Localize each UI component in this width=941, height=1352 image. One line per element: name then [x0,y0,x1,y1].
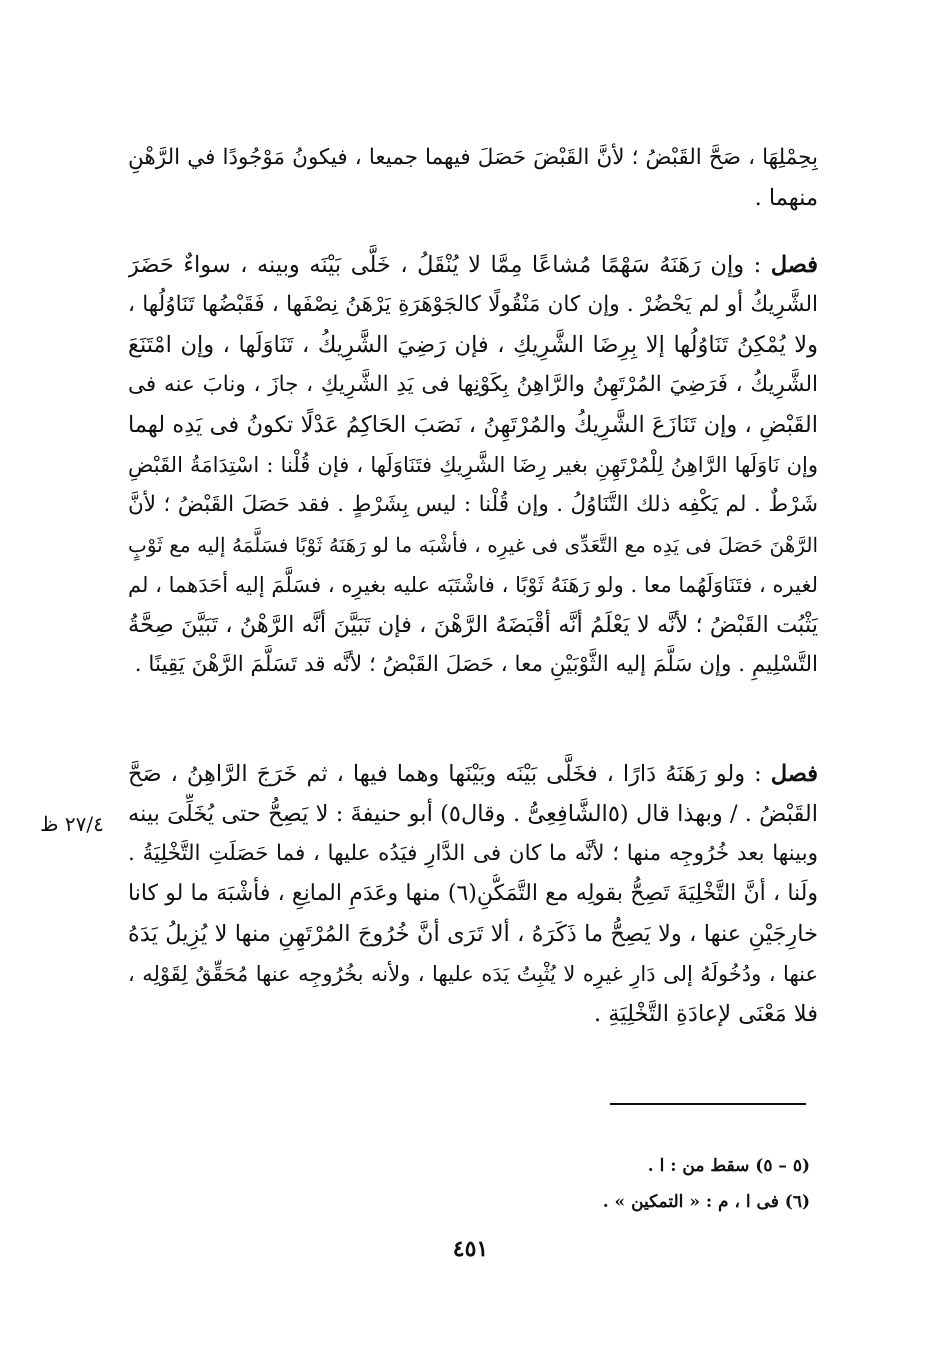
section-1-paragraph [128,245,818,685]
text-line: شَرْطٌ . لم يَكْفِه ذلك التَّنَاوُلُ . وإن قُلْنا : ليس بِشَرْطٍ . فقد حَصَلَ القَبْضُ ؛ لأنَّ [128,492,818,517]
text-line: بِحِمْلِهَا ، صَحَّ القَبْضُ ؛ لأنَّ القَبْضَ حَصَلَ فيهما جميعا ، فيكونُ مَوْجُودًا في الرَّهْنِ [128,145,818,170]
text-line: فلا مَعْنَى لإعادَةِ التَّخْلِيَةِ . [593,1001,818,1027]
text-line: لغيره ، فتَنَاوَلَهُما معا . ولو رَهَنَهُ ثَوْبًا ، فاشْتَبَه عليه بغيرِه ، فسَلَّمَ إليه أحَدَهما ، لم [128,573,818,597]
text-line: الشَّرِيكُ أو لم يَحْضُرْ . وإن كان مَنْقُولًا كالجَوْهَرَةِ يَرْهَنُ نِصْفَها ، فَقَبْضُها تَنَاوُلُها ، [128,292,818,317]
section-first-line: : ولو رَهَنَهُ دَارًا ، فخَلَّى بَيْنَه وبَيْنَها وهما فيها ، ثم خَرَجَ الرَّاهِنُ ، صَحَّ [128,761,762,787]
section-2-paragraph [128,754,818,1034]
page-number: ٤٥١ [452,1236,489,1262]
text-line: يَثْبُت القَبْضُ ؛ لأنَّه لا يَعْلَمُ أنَّه أقْبَضَهُ الرَّهْنَ ، فإن تَبَيَّنَ أنَّه الرَّهْنُ ، تَبَيَّنَ صِحَّةُ [128,612,818,638]
text-line [128,754,818,794]
text-line: وبينها بعد خُرُوجِه منها ؛ لأنَّه ما كان فى الدَّارِ فيَدُه عليها ، فما حَصَلَتِ التَّخْلِيَةُ . [128,841,818,866]
text-line: الشَّرِيكُ ، فَرَضِيَ المُرْتَهِنُ والرَّاهِنُ بِكَوْنِها فى يَدِ الشَّرِيكِ ، جازَ ، ونابَ عنه فى [128,372,818,397]
text-line: عنها ، ودُخُولَهُ إلى دَارِ غيرِه لا يُثْبِتُ يَدَه عليها ، ولأنه بخُرُوجِه عنها مُحَقِّقٌ لِقَوْلِه ، [128,962,818,986]
footnote: (٦) فى ا ، م : « التمكين » . [602,1192,810,1212]
section-first-line: : وإن رَهَنَهُ سَهْمًا مُشاعًا مِمَّا لا يُنْقَلُ ، خَلَّى بَيْنَه وبينه ، سواءٌ حَضَرَ [128,252,762,278]
text-line: القَبْضُ . / وبهذا قال (٥الشَّافِعِىُّ . وقال٥) أبو حنيفةَ : لا يَصِحُّ حتى يُخَلِّىَ بينه [128,801,818,827]
section-heading: فصل [770,761,818,787]
footnote: (٥ – ٥) سقط من : ا . [647,1156,810,1176]
text-line: الرَّهْنَ حَصَلَ فى يَدِه مع التَّعَدِّى فى غيرِه ، فأشْبَه ما لو رَهَنَهُ ثَوْبًا فسَلَّمَهُ إليه مع ثَوْبٍ [128,533,818,557]
section-heading: فصل [770,252,818,278]
margin-note: ٢٧/٤ ظ [40,812,104,836]
text-line [128,245,818,285]
text-line: منهما . [754,185,818,211]
text-line: التَّسْلِيمِ . وإن سَلَّمَ إليه الثَّوْبَيْنِ معا ، حَصَلَ القَبْضُ ؛ لأنَّه قد تَسَلَّمَ الرَّهْنَ يَقِينًا . [134,652,818,677]
footnotes [430,1148,810,1220]
text-line: القَبْضِ ، وإن تَنَازَعَ الشَّرِيكُ والمُرْتَهِنُ ، نَصَبَ الحَاكِمُ عَدْلًا تكونُ فى يَدِه لهما [128,412,818,438]
intro-paragraph [128,138,818,218]
footnote-divider [610,1103,806,1105]
text-line: ولا يُمْكِنُ تَنَاوُلُها إلا بِرِضَا الشَّرِيكِ ، فإن رَضِيَ الشَّرِيكُ ، تَنَاوَلَها ، وإن امْتَنَعَ [128,332,818,358]
text-line: وإن نَاوَلَها الرَّاهِنُ لِلْمُرْتَهِنِ بغير رِضَا الشَّرِيكِ فتَنَاوَلَها ، فإن قُلْنا : اسْتِدَامَةُ القَبْضِ [128,453,818,477]
text-line: خارِجَيْنِ عنها ، ولا يَصِحُّ ما ذَكَرَهُ ، ألا تَرَى أنَّ خُرُوجَ المُرْتَهِنِ منها لا يُزِيلُ يَدَهُ [128,921,818,947]
text-line: ولَنا ، أنَّ التَّخْلِيَةَ تَصِحُّ بقولِه مع التَّمَكُّنِ(٦) منها وعَدَمِ المانِعِ ، فأشْبَهَ ما لو كانا [128,881,818,906]
